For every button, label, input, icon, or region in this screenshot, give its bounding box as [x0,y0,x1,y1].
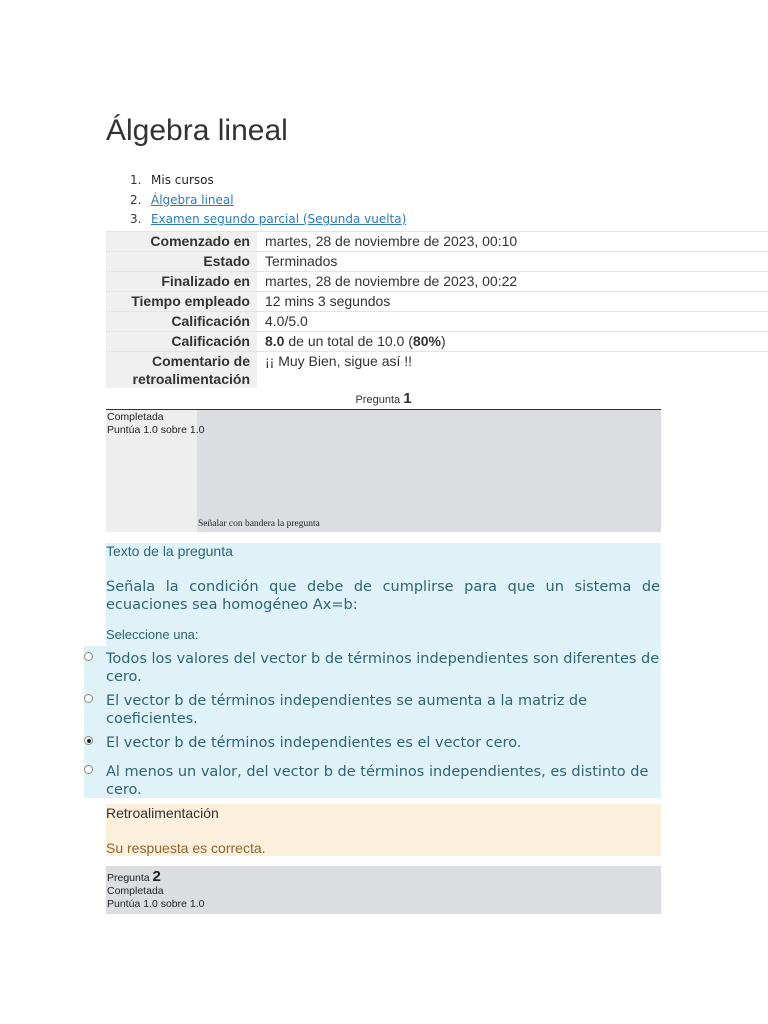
question-prefix: Pregunta [107,872,150,884]
summary-row-started [106,232,768,252]
question-prefix: Pregunta [355,394,401,406]
grade-score: 8.0 [265,333,285,349]
summary-label: Calificación [106,312,257,332]
question-meta [107,411,205,437]
question-1-info [106,410,661,532]
feedback-box [106,804,661,856]
breadcrumb-number: 3. [130,212,142,226]
feedback-title: Retroalimentación [106,805,219,821]
summary-label [106,352,257,389]
summary-row-marks [106,312,768,332]
attempt-summary-table [106,231,768,388]
select-one-label: Seleccione una: [106,627,199,642]
question-2-heading [107,870,205,885]
summary-value [257,332,768,352]
breadcrumb-number: 2. [130,192,142,207]
breadcrumb-label-my-courses: Mis cursos [151,173,214,187]
summary-label: Calificación [106,332,257,352]
radio-button[interactable] [84,765,93,774]
options-gutter [84,646,106,798]
summary-row-finished [106,272,768,292]
radio-button[interactable] [84,652,93,661]
summary-value: martes, 28 de noviembre de 2023, 00:22 [257,272,768,292]
answer-option-text: Todos los valores del vector b de términos independientes son diferentes de cero. [106,651,660,685]
summary-label: Comenzado en [106,232,257,252]
question-number: 1 [403,390,412,407]
summary-row-grade [106,332,768,352]
comment-label-line1: Comentario de [151,353,250,369]
breadcrumb-link-exam[interactable]: Examen segundo parcial (Segunda vuelta) [151,212,407,226]
summary-row-state [106,252,768,272]
grade-close: ) [440,333,446,349]
question-1-heading [106,389,661,410]
summary-value: martes, 28 de noviembre de 2023, 00:10 [257,232,768,252]
question-2-info [106,866,661,914]
summary-row-time [106,292,768,312]
summary-row-comment [106,352,768,389]
question-number: 2 [152,868,161,885]
summary-value: 4.0/5.0 [257,312,768,332]
grade-total: de un total de 10.0 ( [284,333,413,349]
flag-question-link[interactable]: Señalar con bandera la pregunta [198,519,320,529]
comment-label-line2: retroalimentación [132,371,250,387]
question-text-label: Texto de la pregunta [106,543,233,559]
summary-label: Finalizado en [106,272,257,292]
breadcrumb-link-course[interactable]: Álgebra lineal [151,192,234,207]
summary-label: Tiempo empleado [106,292,257,312]
question-status: Completada [107,885,164,897]
question-status: Completada [107,411,164,423]
question-marks: Puntúa 1.0 sobre 1.0 [107,898,205,910]
answer-option-text: El vector b de términos independientes se aumenta a la matriz de coeficientes. [106,693,588,727]
feedback-message: Su respuesta es correcta. [106,840,266,856]
page-title: Álgebra lineal [106,114,288,147]
answer-option-text: El vector b de términos independientes es el vector cero. [106,735,522,751]
question-meta [107,870,205,911]
question-marks: Puntúa 1.0 sobre 1.0 [107,424,205,436]
radio-button[interactable] [84,694,93,703]
radio-button-selected[interactable] [84,736,93,745]
grade-percent: 80% [412,333,441,349]
breadcrumb-number: 1. [130,173,142,187]
summary-value: 12 mins 3 segundos [257,292,768,312]
summary-label: Estado [106,252,257,272]
answer-option-text: Al menos un valor, del vector b de términos independientes, es distinto de cero. [106,764,649,798]
summary-value: ¡¡ Muy Bien, sigue así !! [257,352,768,389]
question-prompt: Señala la condición que debe de cumplirse para que un sistema de ecuaciones sea homogéneo Ax=b: [106,579,660,613]
summary-value: Terminados [257,252,768,272]
